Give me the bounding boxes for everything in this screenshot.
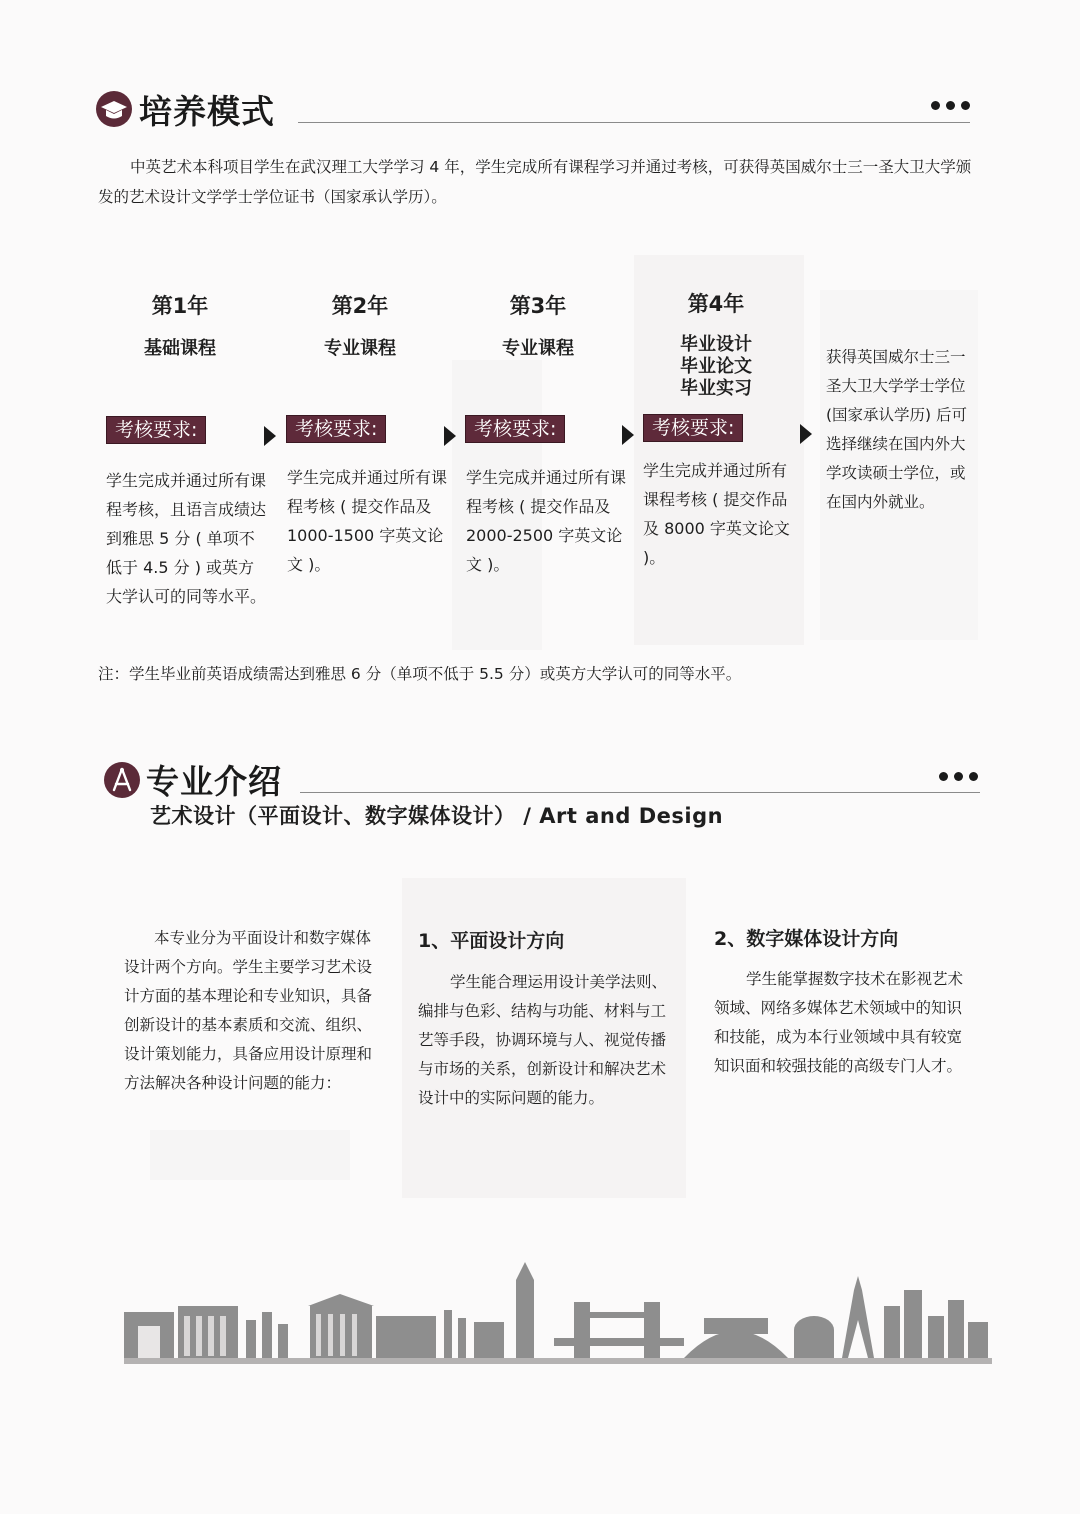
year-2-requirement-text: 学生完成并通过所有课程考核 ( 提交作品及 1000-1500 字英文论文 )。 [287, 468, 448, 574]
faded-background-image [150, 1130, 350, 1180]
year-3-header [468, 290, 608, 360]
city-skyline-icon [124, 1260, 992, 1370]
section-divider [300, 792, 980, 793]
year-4-requirement-text: 学生完成并通过所有课程考核 ( 提交作品及 8000 字英文论文 )。 [643, 461, 790, 567]
year-1-requirement-text: 学生完成并通过所有课程考核，且语言成绩达到雅思 5 分 ( 单项不低于 4.5 分 ) 或英方大学认可的同等水平。 [106, 471, 267, 606]
section-title-training: 培养模式 [139, 92, 275, 131]
arrow-right-icon [444, 426, 456, 446]
year-4-header [646, 288, 786, 400]
training-intro: 中英艺术本科项目学生在武汉理工大学学习 4 年，学生完成所有课程学习并通过考核，可获得英国威尔士三一圣大卫大学颁发的艺术设计文学学士学位证书（国家承认学历）。 [98, 158, 972, 206]
year-4-requirement-badge: 考核要求: [643, 414, 743, 442]
mortarboard-icon [96, 91, 132, 127]
major-overview-text: 本专业分为平面设计和数字媒体设计两个方向。学生主要学习艺术设计方面的基本理论和专业知识，具备创新设计的基本素质和交流、组织、设计策划能力，具备应用设计原理和方法解决各种设计问题的能力： [124, 929, 373, 1092]
compass-icon [104, 762, 140, 798]
year-4-title: 第4年 [687, 292, 745, 316]
more-dots-icon [931, 101, 970, 110]
year-2-course: 专业课程 [324, 338, 396, 359]
direction-2-text: 学生能掌握数字技术在影视艺术领域、网络多媒体艺术领域中的知识和技能，成为本行业领域中具有较宽知识面和较强技能的高级专门人才。 [714, 970, 964, 1075]
year-1-requirement-badge: 考核要求: [106, 416, 206, 444]
direction-2-title: 2、数字媒体设计方向 [714, 928, 899, 950]
year-3-requirement-text: 学生完成并通过所有课程考核 ( 提交作品及 2000-2500 字英文论文 )。 [466, 468, 627, 574]
major-subtitle: 艺术设计（平面设计、数字媒体设计） / Art and Design [150, 804, 724, 828]
arrow-right-icon [622, 425, 634, 445]
year-2-requirement-badge: 考核要求: [286, 415, 386, 443]
arrow-right-icon [264, 426, 276, 446]
year-1-title: 第1年 [151, 294, 209, 318]
footnote: 注：学生毕业前英语成绩需达到雅思 6 分（单项不低于 5.5 分）或英方大学认可的同等水平。 [98, 665, 742, 683]
section-title-major: 专业介绍 [146, 762, 282, 801]
direction-1-title: 1、平面设计方向 [418, 930, 565, 952]
year-1-header [110, 290, 250, 360]
year-3-course: 专业课程 [502, 338, 574, 359]
arrow-right-icon [800, 424, 812, 444]
direction-1-text: 学生能合理运用设计美学法则、编排与色彩、结构与功能、材料与工艺等手段，协调环境与人、视觉传播与市场的关系，创新设计和解决艺术设计中的实际问题的能力。 [418, 973, 668, 1107]
year-3-title: 第3年 [509, 294, 567, 318]
year-2-title: 第2年 [331, 294, 389, 318]
section-divider [298, 122, 970, 123]
year-1-course: 基础课程 [144, 338, 216, 359]
year-4-course: 毕业设计 毕业论文 毕业实习 [680, 334, 752, 399]
year-2-header [290, 290, 430, 360]
year-3-requirement-badge: 考核要求: [465, 415, 565, 443]
more-dots-icon [939, 772, 978, 781]
graduation-outcome-text: 获得英国威尔士三一圣大卫大学学士学位 (国家承认学历) 后可选择继续在国内外大学攻读硕士学位，或在国内外就业。 [826, 348, 968, 511]
